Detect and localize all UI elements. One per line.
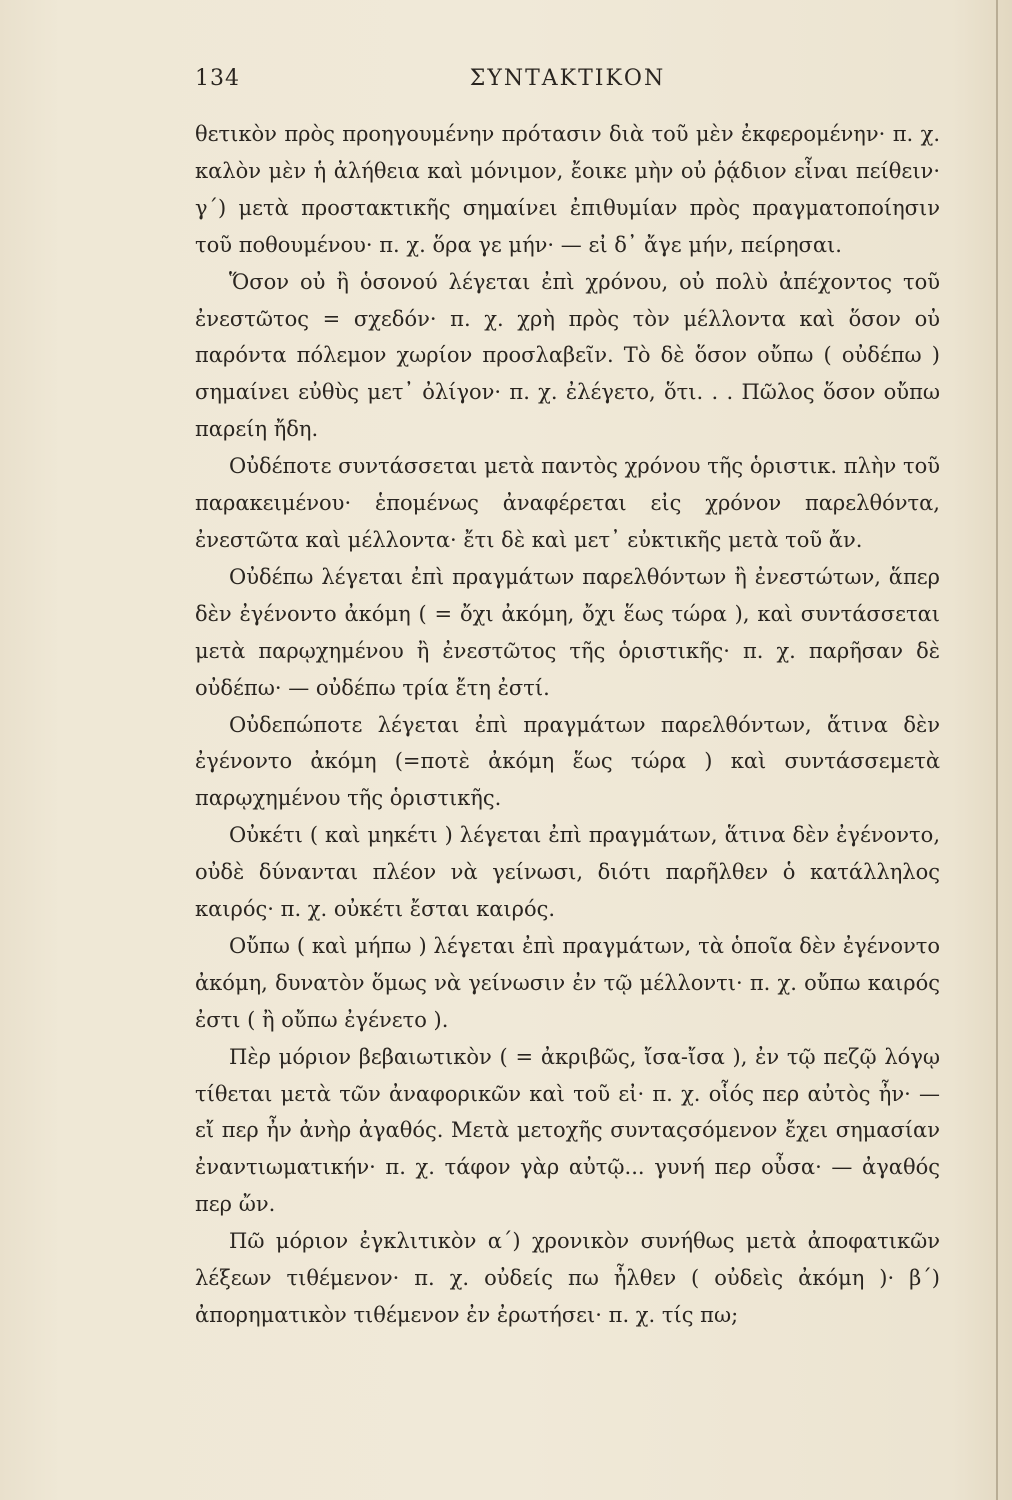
page-header: [195, 66, 940, 96]
page-number: 134: [195, 66, 240, 91]
paragraph-po: Πῶ μόριον ἐγκλιτικὸν α΄) χρονικὸν συνήθως μετὰ ἀποφατικῶν λέξεων τιθέμενον· π. χ. οὐδείς πω ἦλθεν ( οὐδεὶς ἀκόμη )· β΄) ἀπορηματικὸν τιθέμενον ἐν ἐρωτήσει· π. χ. τίς πω;: [195, 1229, 940, 1327]
page-edge-divider: [996, 0, 998, 1500]
paragraph-oudepote: Οὐδέποτε συντάσσεται μετὰ παντὸς χρόνου τῆς ὁριστικ. πλὴν τοῦ παρακειμένου· ἑπομένως ἀναφέρεται εἰς χρόνον παρελθόντα, ἐνεστῶτα καὶ μέλλοντα· ἔτι δὲ καὶ μετ᾽ εὐκτικῆς μετὰ τοῦ ἄν.: [195, 454, 940, 552]
paragraph-ouketi: Οὐκέτι ( καὶ μηκέτι ) λέγεται ἐπὶ πραγμάτων, ἅτινα δὲν ἐγένοντο, οὐδὲ δύνανται πλέον νὰ γείνωσι, διότι παρῆλθεν ὁ κατάλληλος καιρός· π. χ. οὐκέτι ἔσται καιρός.: [195, 823, 940, 922]
running-title: ΣΥΝΤΑΚΤΙΚΟΝ: [469, 66, 666, 91]
paragraph-oupo: Οὔπω ( καὶ μήπω ) λέγεται ἐπὶ πραγμάτων, τὰ ὁποῖα δὲν ἐγένοντο ἀκόμη, δυνατὸν ὅμως νὰ γείνωσιν ἐν τῷ μέλλοντι· π. χ. οὔπω καιρός ἐστι ( ἢ οὔπω ἐγένετο ).: [195, 933, 940, 1032]
paragraph: θετικὸν πρὸς προηγουμένην πρότασιν διὰ τοῦ μὲν ἐκφερομένην· π. χ. καλὸν μὲν ἡ ἀλήθεια καὶ μόνιμον, ἔοικε μὴν οὐ ῥᾴδιον εἶναι πείθειν· γ΄) μετὰ προστακτικῆς σημαίνει ἐπιθυμίαν πρὸς πραγματοποίησιν τοῦ ποθουμένου· π. χ. ὅρα γε μήν· — εἰ δ᾽ ἄγε μήν, πείρησαι.: [195, 122, 940, 257]
body-text: [195, 116, 940, 1334]
paragraph-hoson-ou: Ὅσον οὐ ἢ ὁσονού λέγεται ἐπὶ χρόνου, οὐ πολὺ ἀπέχοντος τοῦ ἐνεστῶτος = σχεδόν· π. χ. χρὴ πρὸς τὸν μέλλοντα καὶ ὅσον οὐ παρόντα πόλεμον χωρίον προσλαβεῖν. Τὸ δὲ ὅσον οὔπω ( οὐδέπω ) σημαίνει εὐθὺς μετ᾽ ὀλίγον· π. χ. ἐλέγετο, ὅτι. . . Πῶλος ὅσον οὔπω παρείη ἤδη.: [195, 269, 940, 442]
paragraph-oudepopote: Οὐδεπώποτε λέγεται ἐπὶ πραγμάτων παρελθόντων, ἅτινα δὲν ἐγένοντο ἀκόμη (=ποτὲ ἀκόμη ἕως τώρα ) καὶ συντάσσεμετὰ παρῳχημένου τῆς ὁριστικῆς.: [195, 712, 940, 811]
paragraph-per: Πὲρ μόριον βεβαιωτικὸν ( = ἀκριβῶς, ἴσα-ἴσα ), ἐν τῷ πεζῷ λόγῳ τίθεται μετὰ τῶν ἀναφορικῶν καὶ τοῦ εἰ· π. χ. οἷός περ αὐτὸς ἦν· — εἴ περ ἦν ἀνὴρ ἀγαθός. Μετὰ μετοχῆς συνταςσόμενον ἔχει σημασίαν ἐναντιωματικήν· π. χ. τάφον γὰρ αὐτῷ... γυνή περ οὖσα· — ἀγαθός περ ὤν.: [195, 1044, 940, 1217]
paragraph-oudepo: Οὐδέπω λέγεται ἐπὶ πραγμάτων παρελθόντων ἢ ἐνεστώτων, ἅπερ δὲν ἐγένοντο ἀκόμη ( = ὄχι ἀκόμη, ὄχι ἕως τώρα ), καὶ συντάσσεται μετὰ παρῳχημένου ἢ ἐνεστῶτος τῆς ὁριστικῆς· π. χ. παρῆσαν δὲ οὐδέπω· — οὐδέπω τρία ἔτη ἐστί.: [195, 564, 940, 700]
